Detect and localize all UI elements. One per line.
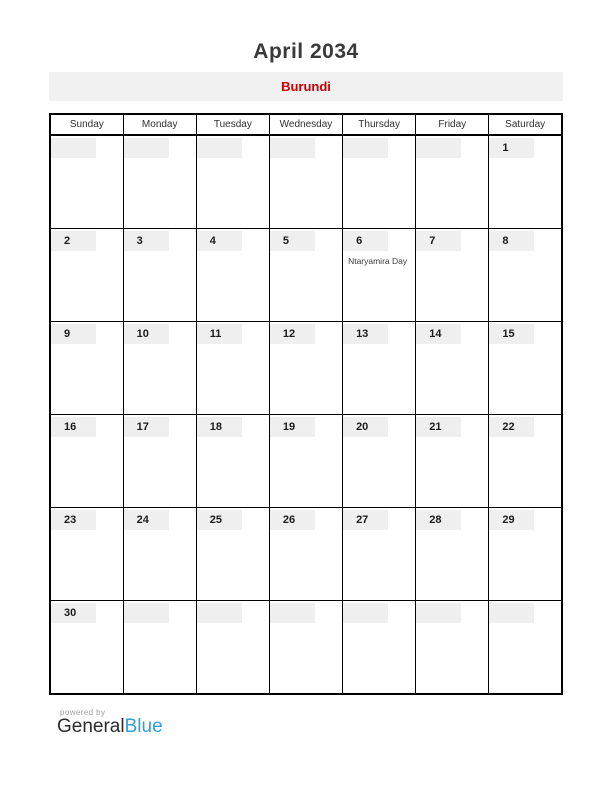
day-cell <box>50 322 123 415</box>
brand-logo <box>57 716 163 737</box>
day-cell <box>50 508 123 601</box>
day-cell <box>196 601 269 695</box>
day-cell <box>416 601 489 695</box>
weekday-header-saturday: Saturday <box>489 114 562 135</box>
day-number-box: 29 <box>489 510 534 530</box>
day-number-box <box>416 603 461 623</box>
week-row <box>50 229 562 322</box>
footer <box>57 708 163 738</box>
day-number-box <box>124 603 169 623</box>
day-cell <box>269 601 342 695</box>
day-cell <box>343 322 416 415</box>
week-row <box>50 601 562 695</box>
day-number-box: 27 <box>343 510 388 530</box>
day-number-box: 2 <box>51 231 96 251</box>
day-cell <box>123 508 196 601</box>
weekday-header-wednesday: Wednesday <box>269 114 342 135</box>
day-cell <box>269 322 342 415</box>
powered-by-label: powered by <box>60 708 106 717</box>
country-band <box>49 72 563 101</box>
day-number-box: 30 <box>51 603 96 623</box>
day-number-box: 13 <box>343 324 388 344</box>
day-cell <box>196 135 269 229</box>
day-cell <box>196 415 269 508</box>
weekday-header-thursday: Thursday <box>343 114 416 135</box>
day-number-box: 1 <box>489 138 534 158</box>
weekday-header-monday: Monday <box>123 114 196 135</box>
day-number-box <box>416 138 461 158</box>
day-cell <box>196 322 269 415</box>
day-cell <box>123 322 196 415</box>
day-number-box: 28 <box>416 510 461 530</box>
day-cell <box>416 508 489 601</box>
day-cell <box>196 229 269 322</box>
day-cell <box>50 135 123 229</box>
day-cell <box>123 601 196 695</box>
weekday-header-tuesday: Tuesday <box>196 114 269 135</box>
day-cell <box>123 135 196 229</box>
day-cell <box>343 229 416 322</box>
week-row <box>50 322 562 415</box>
day-cell <box>50 601 123 695</box>
day-number-box: 19 <box>270 417 315 437</box>
day-cell <box>489 601 562 695</box>
day-number-box: 25 <box>197 510 242 530</box>
page-title: April 2034 <box>253 40 359 63</box>
brand-general-text: General <box>57 716 125 737</box>
day-cell <box>489 229 562 322</box>
day-number-box: 20 <box>343 417 388 437</box>
day-number-box <box>197 138 242 158</box>
day-number-box: 17 <box>124 417 169 437</box>
day-number-box: 8 <box>489 231 534 251</box>
day-cell <box>123 415 196 508</box>
day-number-box <box>270 138 315 158</box>
day-number-box <box>343 603 388 623</box>
day-number-box: 7 <box>416 231 461 251</box>
day-number-box: 18 <box>197 417 242 437</box>
day-number-box: 9 <box>51 324 96 344</box>
day-cell <box>269 508 342 601</box>
day-number-box: 15 <box>489 324 534 344</box>
weekday-header-friday: Friday <box>416 114 489 135</box>
day-cell <box>489 508 562 601</box>
day-number-box <box>489 603 534 623</box>
day-number-box: 23 <box>51 510 96 530</box>
day-cell <box>50 415 123 508</box>
day-number-box: 10 <box>124 324 169 344</box>
day-cell <box>269 135 342 229</box>
day-number-box: 6 <box>343 231 388 251</box>
calendar-body <box>50 135 562 694</box>
day-number-box: 21 <box>416 417 461 437</box>
day-number-box <box>124 138 169 158</box>
day-number-box <box>197 603 242 623</box>
day-cell <box>416 135 489 229</box>
day-cell <box>416 322 489 415</box>
brand-blue-text: Blue <box>124 716 163 737</box>
calendar-grid <box>49 113 563 695</box>
day-cell <box>489 322 562 415</box>
week-row <box>50 135 562 229</box>
day-number-box <box>343 138 388 158</box>
day-number-box: 4 <box>197 231 242 251</box>
day-number-box: 5 <box>270 231 315 251</box>
day-cell <box>343 415 416 508</box>
day-number-box <box>270 603 315 623</box>
day-number-box: 26 <box>270 510 315 530</box>
day-cell <box>269 415 342 508</box>
day-cell <box>489 415 562 508</box>
day-number-box: 14 <box>416 324 461 344</box>
day-number-box: 16 <box>51 417 96 437</box>
holiday-label: Ntaryamira Day <box>348 256 408 266</box>
day-cell <box>416 229 489 322</box>
day-cell <box>123 229 196 322</box>
week-row <box>50 415 562 508</box>
day-number-box: 22 <box>489 417 534 437</box>
day-cell <box>50 229 123 322</box>
day-cell <box>343 135 416 229</box>
weekday-header-sunday: Sunday <box>50 114 123 135</box>
day-cell <box>269 229 342 322</box>
day-cell <box>343 601 416 695</box>
day-number-box: 12 <box>270 324 315 344</box>
day-number-box <box>51 138 96 158</box>
day-number-box: 3 <box>124 231 169 251</box>
day-cell <box>343 508 416 601</box>
day-cell <box>416 415 489 508</box>
day-number-box: 11 <box>197 324 242 344</box>
weekday-header-row <box>50 114 562 135</box>
day-cell <box>489 135 562 229</box>
day-number-box: 24 <box>124 510 169 530</box>
country-label: Burundi <box>281 79 331 94</box>
week-row <box>50 508 562 601</box>
day-cell <box>196 508 269 601</box>
